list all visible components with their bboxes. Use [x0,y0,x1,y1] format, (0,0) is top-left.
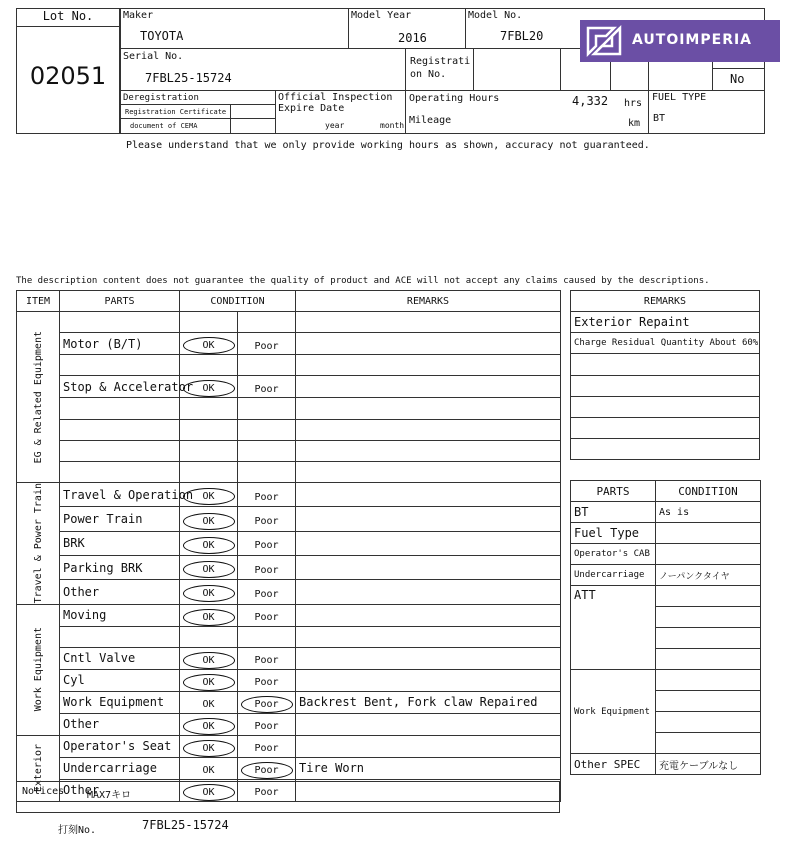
table-row [17,333,561,355]
remark-cell [296,419,561,440]
side-remark-cell: Exterior Repaint [571,312,760,333]
table-row [17,376,561,398]
side-remark-cell [571,439,760,460]
part-name: Other [60,779,180,801]
remark-cell: Tire Worn [296,757,561,779]
condition-ok-cell [180,398,238,419]
item-header: ITEM [17,291,60,312]
part-name [60,626,180,647]
undercarriage-label: Undercarriage [571,565,656,586]
work-cell-1 [656,670,761,691]
condition-table [16,290,561,802]
condition-poor-cell [238,312,296,333]
condition-ok-cell [180,507,238,531]
part-name [60,312,180,333]
condition-ok-cell [180,626,238,647]
condition-ok[interactable]: OK [183,718,235,735]
cab-label: Operator's CAB [571,544,656,565]
side-remarks-row [571,396,760,417]
group-work [17,604,60,735]
remark-cell: Backrest Bent, Fork claw Repaired [296,691,561,713]
condition-ok-cell [180,419,238,440]
operating-hours-value: 4,332 [572,94,609,108]
condition-poor-cell [238,626,296,647]
condition-poor[interactable]: Poor [254,721,279,733]
part-name: Operator's Seat [60,735,180,757]
mileage-label: Mileage [409,115,452,126]
remark-cell [296,647,561,669]
other-spec-value: 充電ケーブルなし [656,754,761,775]
att-cell-4 [656,649,761,670]
part-name [60,461,180,482]
registration-label: Registrati on No. [410,56,471,80]
condition-poor-cell [238,461,296,482]
remark-cell [296,580,561,604]
fuel-type-value: BT [653,113,666,124]
group-label: EG & Related Equipment [32,330,44,464]
reg-cert-label: Registration Certificate [125,108,227,116]
condition-poor-cell [238,440,296,461]
condition-poor-cell [238,691,296,713]
remark-cell [296,626,561,647]
att-cell-1 [656,586,761,607]
condition-poor[interactable]: Poor [254,383,279,395]
condition-ok-cell [180,355,238,376]
part-name [60,419,180,440]
condition-poor-cell [238,713,296,735]
condition-poor[interactable]: Poor [254,655,279,667]
remark-cell [296,555,561,579]
part-name: Cntl Valve [60,647,180,669]
condition-poor-cell [238,604,296,626]
remark-cell [296,507,561,531]
condition-ok-cell [180,483,238,507]
condition-ok-cell [180,604,238,626]
table-row [17,626,561,647]
part-name [60,355,180,376]
condition-ok-cell [180,580,238,604]
condition-ok[interactable]: OK [183,380,235,397]
condition-ok-cell [180,647,238,669]
dereg-label: Deregistration [123,93,199,103]
condition-poor-cell [238,647,296,669]
lot-number: 02051 [29,62,107,90]
table-row [17,647,561,669]
serial-label: Serial No. [123,51,184,62]
side-remarks-row [571,312,760,333]
month-label: month [380,121,405,130]
remark-cell [296,376,561,398]
notices-value: MAX7キロ [87,790,132,801]
condition-ok[interactable]: OK [183,537,235,554]
table-row [17,531,561,555]
condition-poor-cell [238,398,296,419]
condition-ok-cell [180,531,238,555]
remark-cell [296,483,561,507]
condition-poor[interactable]: Poor [254,564,279,576]
model-year-label: Model Year [351,10,412,21]
side-remarks-row [571,417,760,438]
part-name: Stop & Accelerator [60,376,180,398]
condition-poor-cell [238,333,296,355]
group-label: Travel & Power Train [32,483,44,604]
part-name [60,440,180,461]
part-name: Cyl [60,669,180,691]
att-cell-3 [656,628,761,649]
part-name: Travel & Operation [60,483,180,507]
km-unit: km [628,118,641,129]
condition-poor-cell [238,355,296,376]
serial-value: 7FBL25-15724 [145,71,232,85]
part-name: Other [60,713,180,735]
part-name [60,398,180,419]
remark-cell [296,333,561,355]
side-condition-header: CONDITION [656,481,761,502]
part-name: Power Train [60,507,180,531]
condition-ok-cell [180,440,238,461]
condition-poor-cell [238,757,296,779]
condition-ok-cell [180,669,238,691]
parts-header: PARTS [60,291,180,312]
table-row [17,419,561,440]
side-remark-cell [571,417,760,438]
table-row [17,604,561,626]
condition-poor-cell [238,483,296,507]
work-equipment-label: Work Equipment [571,670,656,754]
condition-poor[interactable]: Poor [254,612,279,624]
cema-label: document of CEMA [130,122,198,130]
part-name: Motor (B/T) [60,333,180,355]
remark-cell [296,713,561,735]
remarks-header: REMARKS [296,291,561,312]
remark-cell [296,355,561,376]
condition-poor-cell [238,507,296,531]
condition-ok-cell [180,376,238,398]
condition-poor-cell [238,580,296,604]
condition-ok[interactable]: OK [183,609,235,626]
logo-text: AUTOIMPERIA [632,32,753,48]
condition-ok[interactable]: OK [183,784,235,801]
side-remarks-header: REMARKS [571,291,760,312]
remark-cell [296,735,561,757]
side-remark-cell [571,375,760,396]
condition-ok[interactable]: OK [183,652,235,669]
condition-poor[interactable]: Poor [241,762,293,779]
condition-poor-cell [238,735,296,757]
group-eg [17,312,60,483]
condition-ok-cell [180,555,238,579]
condition-ok-cell [180,713,238,735]
side-remarks-row [571,333,760,354]
model-no-label: Model No. [468,10,523,21]
part-name: Work Equipment [60,691,180,713]
table-row [17,507,561,531]
condition-poor-cell [238,419,296,440]
year-label: year [325,121,345,130]
hrs-unit: hrs [624,98,643,109]
condition-header: CONDITION [180,291,296,312]
header-note: Please understand that we only provide working hours as shown, accuracy not guaranteed. [126,140,650,151]
part-name: Undercarriage [60,757,180,779]
other-spec-label: Other SPEC [571,754,656,775]
fuel-label: Fuel Type [571,523,656,544]
condition-poor[interactable]: Poor [254,340,279,352]
group-label: Work Equipment [32,627,44,712]
remark-cell [296,461,561,482]
model-year-value: 2016 [398,31,427,45]
side-remarks-row [571,375,760,396]
bt-label: BT [571,502,656,523]
table-row [17,555,561,579]
table-row [17,483,561,507]
work-cell-2 [656,691,761,712]
att-cell-2 [656,607,761,628]
condition-poor[interactable]: Poor [254,743,279,755]
part-name: Parking BRK [60,555,180,579]
part-name: Moving [60,604,180,626]
autoimperia-logo [580,20,780,62]
condition-poor[interactable]: Poor [254,588,279,600]
maker-value: TOYOTA [140,29,184,43]
table-row [17,398,561,419]
work-cell-3 [656,712,761,733]
model-no-value: 7FBL20 [500,29,544,43]
condition-poor[interactable]: Poor [254,540,279,552]
side-remark-cell [571,396,760,417]
table-row [17,580,561,604]
notices-box [16,781,560,813]
condition-poor-cell [238,669,296,691]
condition-ok-cell [180,691,238,713]
remark-cell [296,669,561,691]
logo-mark-icon [584,24,624,58]
maker-label: Maker [123,10,154,21]
part-name: Other [60,580,180,604]
condition-poor-cell [238,376,296,398]
condition-ok[interactable]: OK [202,699,215,711]
table-row [17,669,561,691]
condition-ok[interactable]: OK [183,513,235,530]
side-parts-header: PARTS [571,481,656,502]
table-row [17,757,561,779]
stamp-label: 打刻No. [58,825,97,836]
disclaimer: The description content does not guarantee the quality of product and ACE will not accept any claims caused by the descriptions. [16,276,710,286]
lot-label: Lot No. [42,9,94,23]
att-label: ATT [571,586,656,670]
condition-ok-cell [180,735,238,757]
table-row [17,355,561,376]
condition-ok[interactable]: OK [183,674,235,691]
condition-ok-cell [180,312,238,333]
table-row [17,691,561,713]
condition-ok-cell [180,333,238,355]
condition-poor[interactable]: Poor [254,491,279,503]
operating-hours-label: Operating Hours [409,93,500,104]
condition-poor[interactable]: Poor [241,696,293,713]
side-parts-table [570,480,761,775]
undercarriage-value: ノーパンクタイヤ [656,565,761,586]
condition-ok[interactable]: OK [183,740,235,757]
part-name: BRK [60,531,180,555]
remark-cell [296,440,561,461]
condition-poor[interactable]: Poor [254,677,279,689]
table-row [17,461,561,482]
group-travel [17,483,60,604]
condition-ok-cell [180,461,238,482]
table-row [17,735,561,757]
condition-poor[interactable]: Poor [254,516,279,528]
side-remark-cell [571,354,760,375]
fuel-value [656,523,761,544]
ac-value: No [730,72,745,86]
cab-value [656,544,761,565]
table-row [17,713,561,735]
notices-label: Notices [22,786,65,797]
condition-ok-cell [180,757,238,779]
group-label: Exterior [32,744,44,793]
condition-poor-cell [238,531,296,555]
bt-value: As is [656,502,761,523]
table-row [17,312,561,333]
condition-ok[interactable]: OK [183,337,235,354]
work-cell-4 [656,733,761,754]
table-row [17,440,561,461]
condition-ok[interactable]: OK [183,585,235,602]
condition-ok[interactable]: OK [183,488,235,505]
remark-cell [296,312,561,333]
side-remarks-row [571,354,760,375]
condition-ok[interactable]: OK [183,561,235,578]
inspection-label: Official Inspection Expire Date [278,92,393,114]
side-remarks-table [570,290,760,460]
remark-cell [296,531,561,555]
side-remark-cell: Charge Residual Quantity About 60% [571,333,760,354]
remark-cell [296,604,561,626]
condition-poor-cell [238,555,296,579]
side-remarks-row [571,439,760,460]
condition-ok[interactable]: OK [202,765,215,777]
stamp-value: 7FBL25-15724 [142,818,229,832]
fuel-type-label: FUEL TYPE [652,92,707,103]
condition-poor[interactable]: Poor [254,787,279,799]
remark-cell [296,398,561,419]
